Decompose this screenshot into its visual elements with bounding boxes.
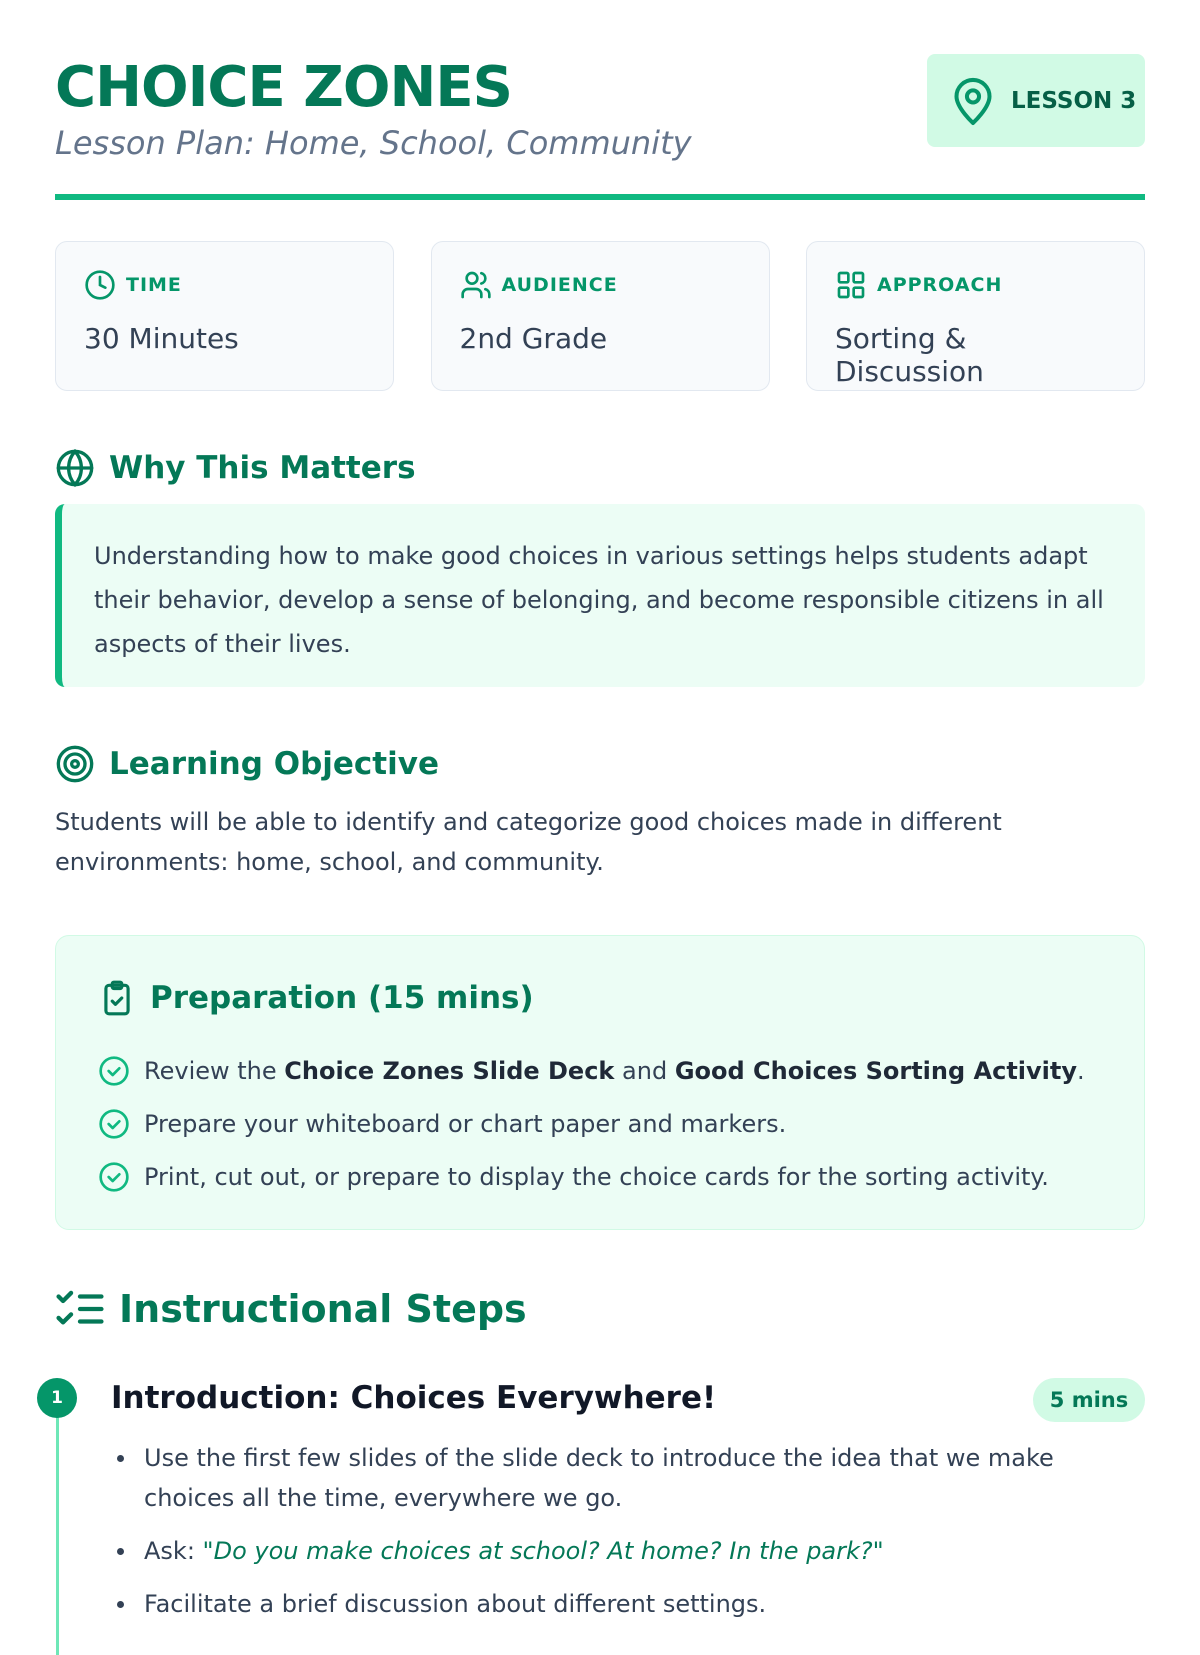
preparation-box: [55, 935, 1145, 1230]
info-card-audience: [431, 241, 770, 391]
list-item: [98, 1044, 1102, 1097]
info-card-label: AUDIENCE: [501, 274, 618, 296]
why-callout: Understanding how to make good choices in various settings helps students adapt their behavior, develop a sense of belonging, and become responsible citizens in all aspects of their lives.: [55, 504, 1145, 687]
objective-text: Students will be able to identify and categorize good choices made in different environments: home, school, and community.: [55, 808, 1002, 876]
header: [55, 0, 1145, 200]
list-item: [98, 1150, 1102, 1203]
check-circle-icon: [98, 1161, 130, 1193]
info-card-label: TIME: [126, 274, 182, 296]
steps-heading: [55, 1287, 527, 1331]
step-duration-badge: 5 mins: [1033, 1378, 1145, 1422]
objective-heading: [55, 744, 439, 784]
list-item: [98, 1097, 1102, 1150]
target-icon: [55, 744, 95, 784]
steps-title: Instructional Steps: [119, 1287, 527, 1331]
preparation-list: [98, 1044, 1102, 1203]
step-number-badge: 1: [37, 1378, 77, 1418]
info-card-label: APPROACH: [877, 274, 1003, 296]
page-subtitle: Lesson Plan: Home, School, Community: [55, 124, 692, 162]
timeline-line: [56, 1395, 59, 1655]
step-bullets: [111, 1438, 1145, 1637]
info-cards: [55, 241, 1145, 391]
globe-icon: [55, 448, 95, 488]
grid-icon: [835, 269, 867, 301]
check-circle-icon: [98, 1108, 130, 1140]
lesson-badge: [927, 54, 1145, 147]
page-title: CHOICE ZONES: [55, 55, 512, 120]
why-heading: [55, 448, 416, 488]
map-pin-icon: [951, 75, 995, 127]
step-title: Introduction: Choices Everywhere!: [111, 1380, 717, 1416]
info-card-value: Sorting & Discussion: [835, 322, 984, 388]
list-item: Ask: "Do you make choices at school? At home? In the park?": [111, 1531, 1145, 1571]
list-item-text: Prepare your whiteboard or chart paper and markers.: [144, 1109, 787, 1138]
info-card-time: [55, 241, 394, 391]
clock-icon: [84, 269, 116, 301]
clipboard-check-icon: [98, 978, 136, 1018]
info-card-value: 30 Minutes: [84, 322, 239, 355]
list-item-text: Review the Choice Zones Slide Deck and Good Choices Sorting Activity.: [144, 1056, 1085, 1085]
info-card-value: 2nd Grade: [459, 322, 608, 355]
quote-text: "Do you make choices at school? At home? In the park?": [202, 1537, 884, 1565]
info-card-approach: [806, 241, 1145, 391]
check-circle-icon: [98, 1055, 130, 1087]
list-item: Facilitate a brief discussion about different settings.: [111, 1584, 1145, 1624]
users-icon: [460, 269, 492, 301]
preparation-title: Preparation (15 mins): [150, 980, 534, 1016]
list-item: Use the first few slides of the slide deck to introduce the idea that we make choices all the time, everywhere we go.: [111, 1438, 1145, 1518]
section-title: Learning Objective: [109, 746, 439, 782]
list-item-text: Print, cut out, or prepare to display the choice cards for the sorting activity.: [144, 1162, 1049, 1191]
section-title: Why This Matters: [109, 450, 416, 486]
list-check-icon: [55, 1287, 105, 1331]
lesson-number: LESSON 3: [1011, 87, 1137, 114]
